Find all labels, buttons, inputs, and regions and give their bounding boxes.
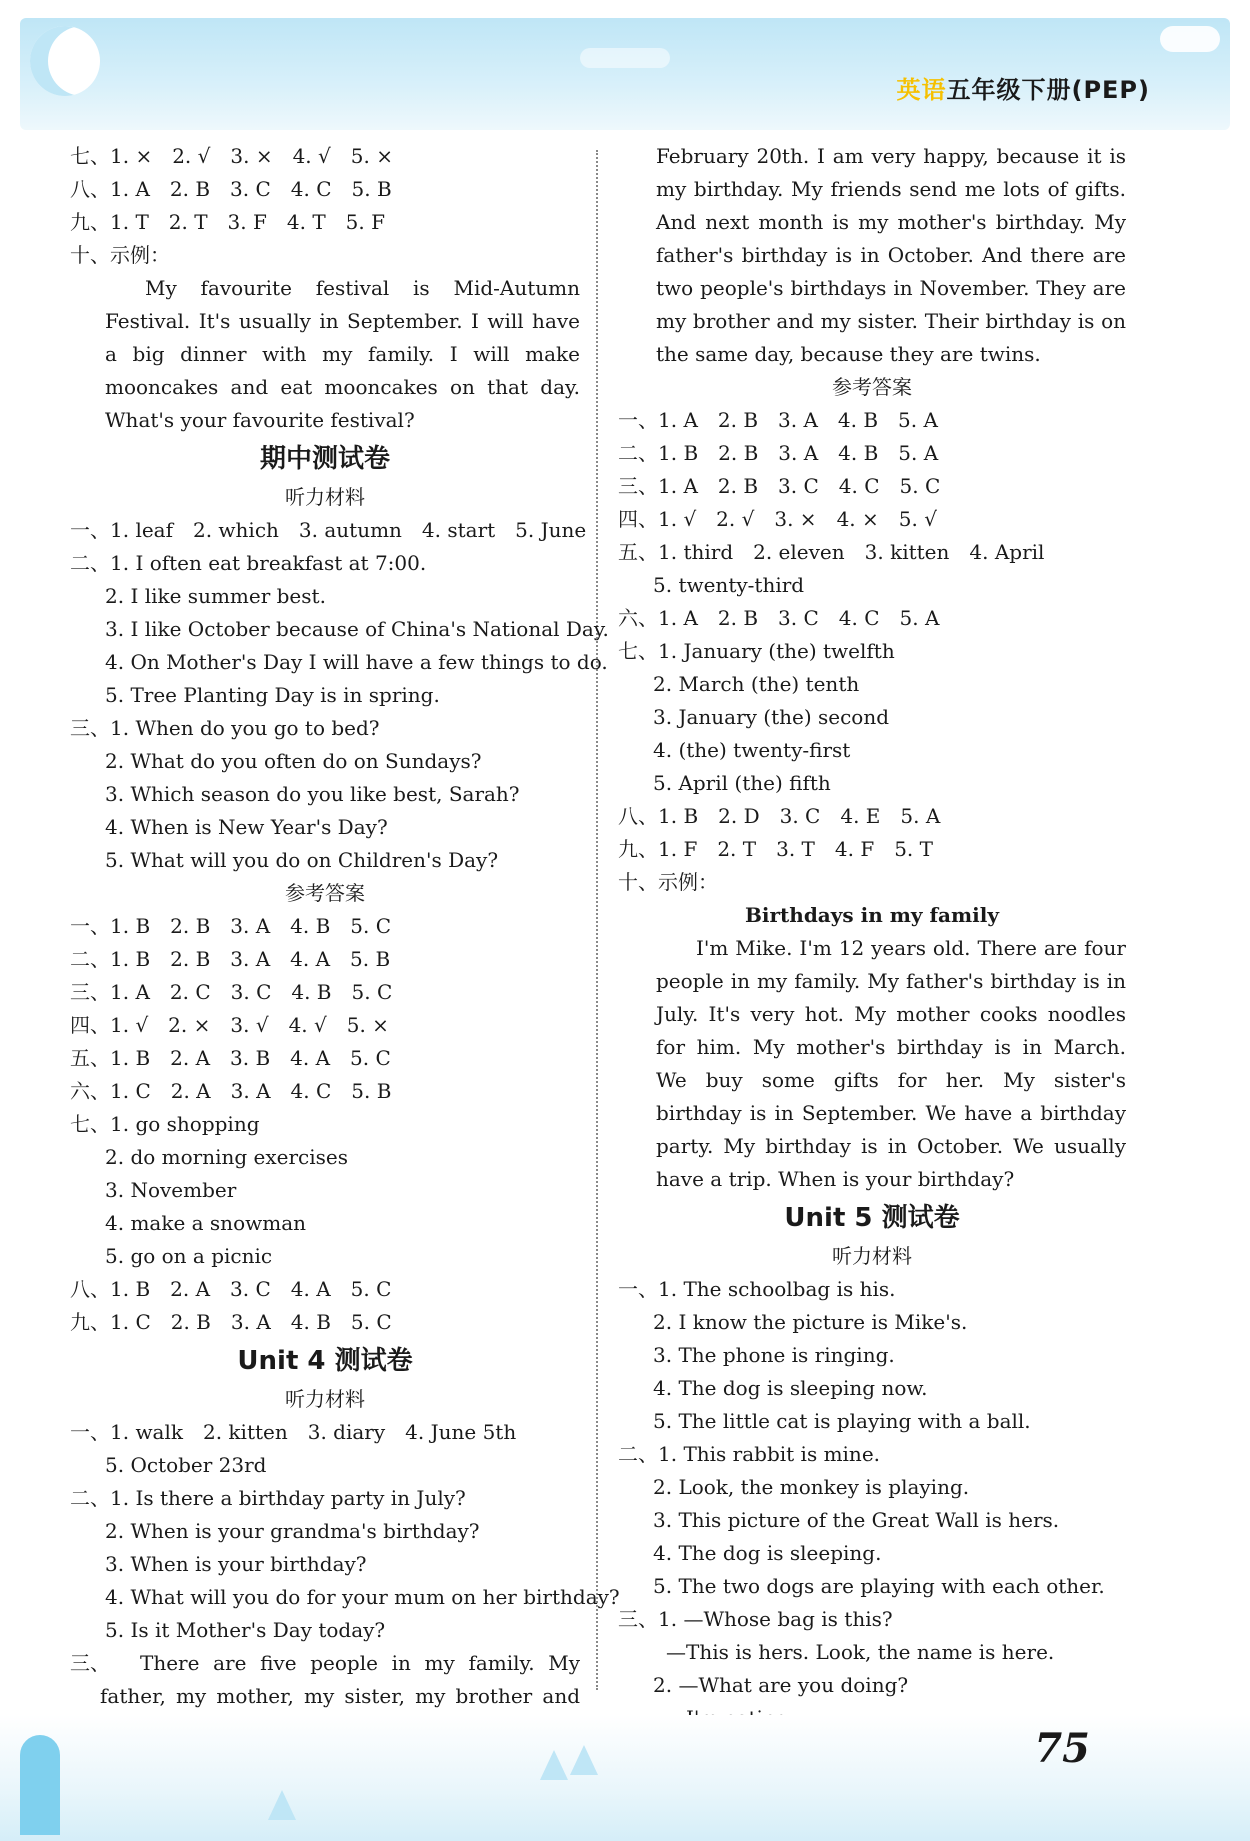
answer-line: 二、1. I often eat breakfast at 7:00. — [70, 551, 427, 575]
answer-line: 三、1. When do you go to bed? — [70, 716, 380, 740]
cloud-icon — [1160, 26, 1220, 52]
answer-line: 六、1. A 2. B 3. C 4. C 5. A — [618, 606, 940, 630]
answer-line: 五、1. third 2. eleven 3. kitten 4. April — [618, 540, 1045, 564]
decorative-figure-icon — [20, 1735, 60, 1835]
answer-line: 一、1. leaf 2. which 3. autumn 4. start 5. June — [70, 518, 587, 542]
answer-line: 九、1. T 2. T 3. F 4. T 5. F — [70, 210, 385, 234]
answer-line: 十、示例： — [618, 870, 718, 894]
answer-line: 一、1. A 2. B 3. A 4. B 5. A — [618, 408, 938, 432]
answer-line: 4. When is New Year's Day? — [105, 815, 388, 839]
answer-line: 3. The phone is ringing. — [653, 1343, 895, 1367]
grade-label: 五年级下册(PEP) — [946, 76, 1150, 104]
answer-line: 2. March (the) tenth — [653, 672, 860, 696]
answer-line: 3. This picture of the Great Wall is hers. — [653, 1508, 1060, 1532]
answer-line: 2. Look, the monkey is playing. — [653, 1475, 970, 1499]
answer-line: 2. When is your grandma's birthday? — [105, 1519, 480, 1543]
answer-line: 八、1. B 2. A 3. C 4. A 5. C — [70, 1277, 392, 1301]
answer-line: 一、1. B 2. B 3. A 4. B 5. C — [70, 914, 392, 938]
answer-line: 4. On Mother's Day I will have a few things to do. — [105, 650, 608, 674]
passage-text: There are five people in my family. My father, my mother, my sister, my brother and — [100, 1651, 580, 1708]
column-divider — [596, 150, 598, 1690]
answer-line: 七、1. × 2. √ 3. × 4. √ 5. × — [70, 144, 393, 168]
subsection-title: 听力材料 — [285, 1387, 365, 1411]
answer-line: 2. I know the picture is Mike's. — [653, 1310, 968, 1334]
answer-line: 5. The little cat is playing with a ball. — [653, 1409, 1031, 1433]
answer-line: 八、1. B 2. D 3. C 4. E 5. A — [618, 804, 941, 828]
answer-line: 九、1. F 2. T 3. T 4. F 5. T — [618, 837, 933, 861]
answer-line: 3. January (the) second — [653, 705, 890, 729]
subject-label: 英语 — [896, 76, 947, 104]
section-title: 期中测试卷 — [259, 444, 390, 474]
page-header — [20, 18, 1230, 130]
answer-line: 5. Tree Planting Day is in spring. — [105, 683, 440, 707]
sample-essay: I'm Mike. I'm 12 years old. There are four people in my family. My father's birthday is in July. It's very hot. My mother cooks noodles for him. My mother's birthday is in March. We buy some gifts for her. My sister's birthday is in September. We have a birthday party. My birthday is in October. We usually have a trip. When is your birthday? — [656, 936, 1126, 1191]
answer-line: 3. When is your birthday? — [105, 1552, 367, 1576]
page-number: 75 — [1034, 1725, 1090, 1772]
right-column — [618, 140, 1126, 1735]
answer-line: 三、1. A 2. C 3. C 4. B 5. C — [70, 980, 393, 1004]
answer-line: 一、1. The schoolbag is his. — [618, 1277, 896, 1301]
answer-line: 六、1. C 2. A 3. A 4. C 5. B — [70, 1079, 392, 1103]
answer-line: 八、1. A 2. B 3. C 4. C 5. B — [70, 177, 392, 201]
answer-line: 一、1. walk 2. kitten 3. diary 4. June 5th — [70, 1420, 517, 1444]
answer-line: 3. November — [105, 1178, 237, 1202]
answer-line: —This is hers. Look, the name is here. — [666, 1640, 1055, 1664]
answer-line: 2. —What are you doing? — [653, 1673, 909, 1697]
answer-line: 5. October 23rd — [105, 1453, 267, 1477]
answer-line: 二、1. Is there a birthday party in July? — [70, 1486, 466, 1510]
subsection-title: 参考答案 — [832, 375, 912, 399]
answer-line: 四、1. √ 2. √ 3. × 4. × 5. √ — [618, 507, 937, 531]
answer-line: 五、1. B 2. A 3. B 4. A 5. C — [70, 1046, 391, 1070]
answer-line: 四、1. √ 2. × 3. √ 4. √ 5. × — [70, 1013, 389, 1037]
tree-icon — [540, 1750, 568, 1780]
answer-line: 七、1. go shopping — [70, 1112, 260, 1136]
answer-line: 二、1. B 2. B 3. A 4. B 5. A — [618, 441, 939, 465]
left-column — [70, 140, 620, 1746]
answer-line: 5. Is it Mother's Day today? — [105, 1618, 386, 1642]
answer-line: 三、1. —Whose bag is this? — [618, 1607, 893, 1631]
subsection-title: 参考答案 — [285, 881, 365, 905]
subsection-title: 听力材料 — [832, 1244, 912, 1268]
cloud-icon — [580, 48, 670, 68]
answer-line: 4. What will you do for your mum on her birthday? — [105, 1585, 620, 1609]
answer-line: 九、1. C 2. B 3. A 4. B 5. C — [70, 1310, 392, 1334]
section-title: Unit 5 测试卷 — [784, 1203, 960, 1233]
question-number: 三、 — [70, 1651, 110, 1675]
moon-icon — [30, 26, 100, 96]
answer-line: 2. I like summer best. — [105, 584, 326, 608]
answer-line: 十、示例： — [70, 243, 170, 267]
answer-line: 2. do morning exercises — [105, 1145, 348, 1169]
subsection-title: 听力材料 — [285, 485, 365, 509]
answer-line: 二、1. This rabbit is mine. — [618, 1442, 881, 1466]
answer-line: 4. The dog is sleeping now. — [653, 1376, 928, 1400]
answer-line: 三、1. A 2. B 3. C 4. C 5. C — [618, 474, 941, 498]
answer-line: 4. The dog is sleeping. — [653, 1541, 882, 1565]
tree-icon — [570, 1745, 598, 1775]
passage-continuation: February 20th. I am very happy, because it is my birthday. My friends send me lots of gifts. And next month is my mother's birthday. My father's birthday is in October. And there are two people's birthdays in November. They are my brother and my sister. Their birthday is on the same day, because they are twins. — [656, 144, 1126, 366]
tree-icon — [268, 1790, 296, 1820]
answer-line: 4. (the) twenty-first — [653, 738, 851, 762]
section-title: Unit 4 测试卷 — [237, 1346, 413, 1376]
answer-line: 3. Which season do you like best, Sarah? — [105, 782, 520, 806]
answer-line: 二、1. B 2. B 3. A 4. A 5. B — [70, 947, 391, 971]
book-title — [896, 70, 1150, 105]
answer-line: 七、1. January (the) twelfth — [618, 639, 895, 663]
answer-line: 2. What do you often do on Sundays? — [105, 749, 482, 773]
answer-line: 4. make a snowman — [105, 1211, 306, 1235]
answer-line: 5. April (the) fifth — [653, 771, 831, 795]
answer-line: 3. I like October because of China's National Day. — [105, 617, 609, 641]
answer-line: 5. What will you do on Children's Day? — [105, 848, 499, 872]
answer-line: 5. The two dogs are playing with each other. — [653, 1574, 1105, 1598]
essay-title: Birthdays in my family — [745, 903, 999, 927]
sample-essay: My favourite festival is Mid-Autumn Festival. It's usually in September. I will have a big dinner with my family. I will make mooncakes and eat mooncakes on that day. What's your favourite festival? — [105, 276, 580, 432]
answer-line: 5. go on a picnic — [105, 1244, 273, 1268]
answer-line: 5. twenty-third — [653, 573, 805, 597]
